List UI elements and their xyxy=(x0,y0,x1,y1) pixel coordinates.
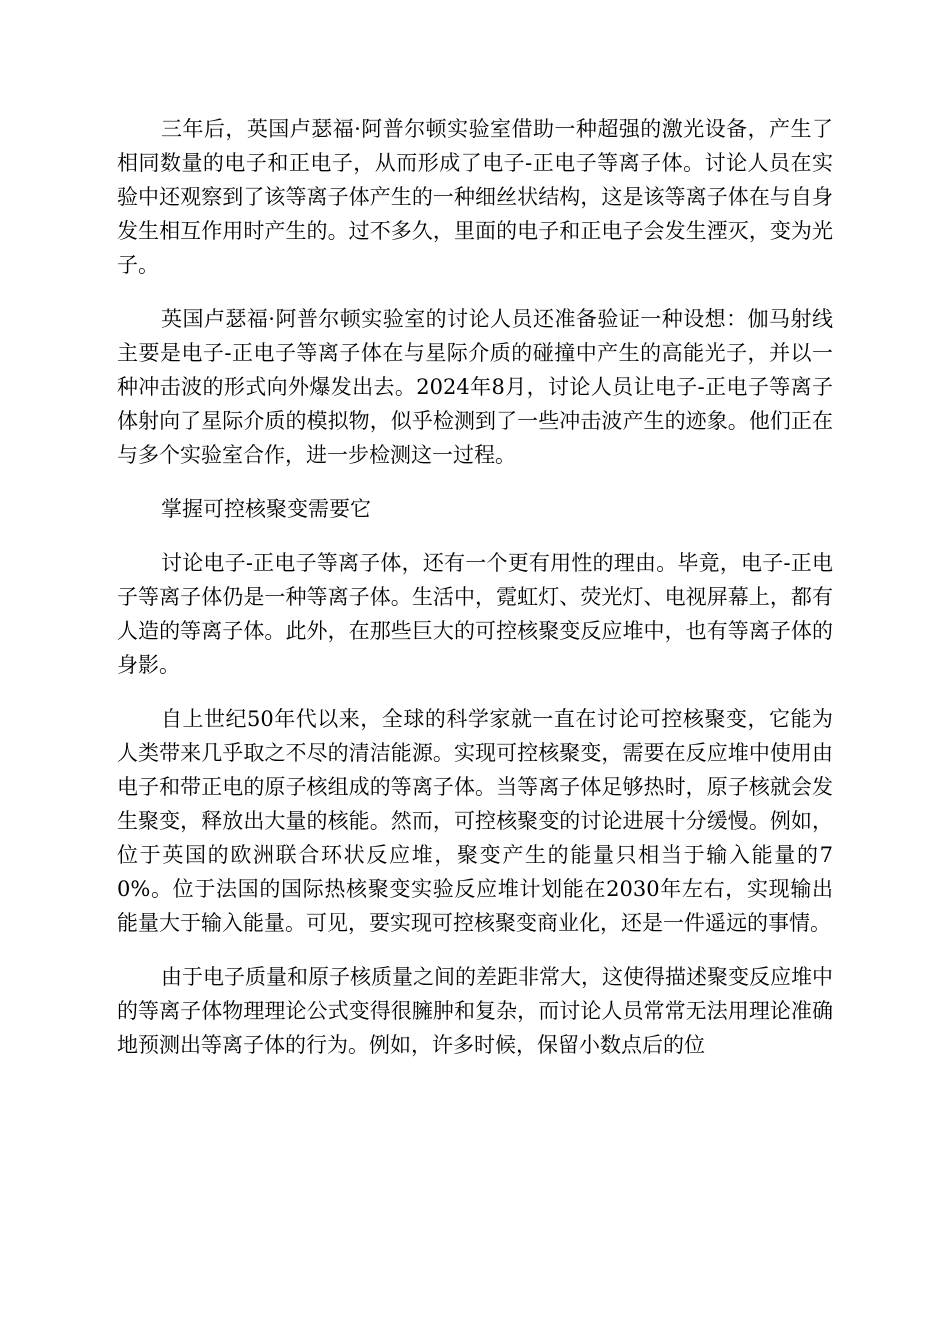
paragraph-3: 讨论电子-正电子等离子体，还有一个更有用性的理由。毕竟，电子-正电子等离子体仍是一种等离子体。生活中，霓虹灯、荧光灯、电视屏幕上，都有人造的等离子体。此外，在那些巨大的可控核聚变反应堆中，也有等离子体的身影。 xyxy=(117,551,833,677)
paragraph-2: 英国卢瑟福·阿普尔顿实验室的讨论人员还准备验证一种设想：伽马射线主要是电子-正电子等离子体在与星际介质的碰撞中产生的高能光子，并以一种冲击波的形式向外爆发出去。2024年8月，讨论人员让电子-正电子等离子体射向了星际介质的模拟物，似乎检测到了一些冲击波产生的迹象。他们正在与多个实验室合作，进一步检测这一过程。 xyxy=(117,307,833,467)
paragraph-1: 三年后，英国卢瑟福·阿普尔顿实验室借助一种超强的激光设备，产生了相同数量的电子和正电子，从而形成了电子-正电子等离子体。讨论人员在实验中还观察到了该等离子体产生的一种细丝状结构，这是该等离子体在与自身发生相互作用时产生的。过不多久，里面的电子和正电子会发生湮灭，变为光子。 xyxy=(117,117,833,277)
paragraph-4: 自上世纪50年代以来，全球的科学家就一直在讨论可控核聚变，它能为人类带来几乎取之不尽的清洁能源。实现可控核聚变，需要在反应堆中使用由电子和带正电的原子核组成的等离子体。当等离子体足够热时，原子核就会发生聚变，释放出大量的核能。然而，可控核聚变的讨论进展十分缓慢。例如，位于英国的欧洲联合环状反应堆，聚变产生的能量只相当于输入能量的70%。位于法国的国际热核聚变实验反应堆计划能在2030年左右，实现输出能量大于输入能量。可见，要实现可控核聚变商业化，还是一件遥远的事情。 xyxy=(117,707,833,935)
section-heading: 掌握可控核聚变需要它 xyxy=(161,497,371,521)
paragraph-5: 由于电子质量和原子核质量之间的差距非常大，这使得描述聚变反应堆中的等离子体物理理论公式变得很臃肿和复杂，而讨论人员常常无法用理论准确地预测出等离子体的行为。例如，许多时候，保留小数点后的位 xyxy=(117,965,833,1057)
document-body xyxy=(117,112,833,1082)
